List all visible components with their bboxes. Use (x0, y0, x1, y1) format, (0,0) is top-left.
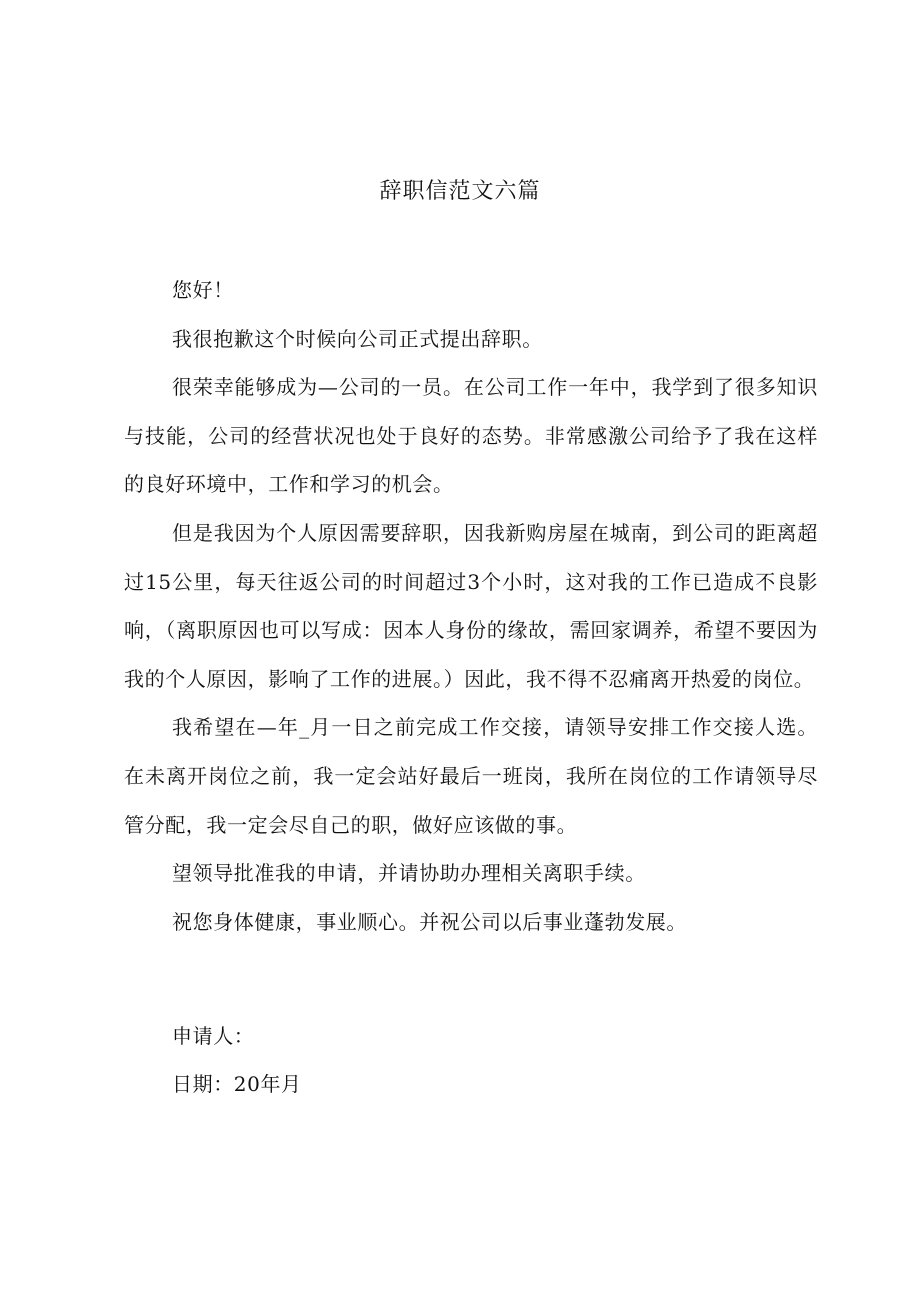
document-title: 辞职信范文六篇 (379, 179, 541, 204)
letter-body (124, 266, 818, 946)
date-label: 日期：20年月 (172, 1072, 302, 1096)
paragraph-3: 但是我因为个人原因需要辞职，因我新购房屋在城南，到公司的距离超过15公里，每天往返公司的时间超过3个小时，这对我的工作已造成不良影响，（离职原因也可以写成：因本人身份的缘故，需回家调养，希望不要因为我的个人原因，影响了工作的进展。）因此，我不得不忍痛离开热爱的岗位。 (124, 520, 818, 691)
paragraph-2: 很荣幸能够成为—公司的一员。在公司工作一年中，我学到了很多知识与技能，公司的经营状况也处于良好的态势。非常感激公司给予了我在这样的良好环境中，工作和学习的机会。 (124, 375, 818, 497)
paragraph-4: 我希望在—年_月一日之前完成工作交接，请领导安排工作交接人选。在未离开岗位之前，我一定会站好最后一班岗，我所在岗位的工作请领导尽管分配，我一定会尽自己的职，做好应该做的事。 (124, 715, 818, 837)
paragraph-5: 望领导批准我的申请，并请协助办理相关离职手续。 (172, 861, 646, 886)
paragraph-1: 我很抱歉这个时候向公司正式提出辞职。 (172, 326, 543, 351)
signature-block (172, 1012, 302, 1108)
greeting: 您好！ (172, 278, 234, 302)
paragraph-6: 祝您身体健康，事业顺心。并祝公司以后事业蓬勃发展。 (172, 909, 687, 934)
applicant-label: 申请人： (172, 1024, 255, 1048)
